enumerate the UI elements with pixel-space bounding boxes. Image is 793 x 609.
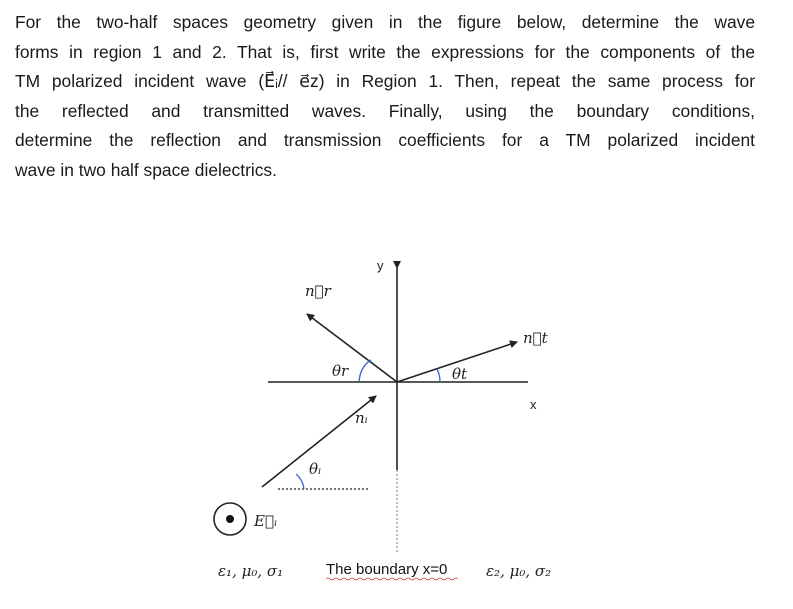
theta-r-label: θr — [332, 362, 349, 380]
theta-t-label: θt — [452, 365, 468, 383]
question-line-2: forms in region 1 and 2. That is, first write the expressions for the components of the — [15, 41, 755, 62]
question-line-1: For the two-half spaces geometry given in the figure below, determine the wave — [15, 12, 755, 32]
n-reflected-label: n⃗r — [305, 282, 331, 300]
question-line-4: the reflected and transmitted waves. Finally, using the boundary conditions, — [15, 100, 755, 121]
region2-params: ε₂, μ₀, σ₂ — [486, 562, 552, 580]
x-axis-label: x — [530, 397, 537, 412]
e-field-label: E⃗ᵢ — [254, 512, 277, 530]
reflected-ray — [307, 314, 397, 382]
region1-params: ε₁, μ₀, σ₁ — [218, 562, 284, 580]
y-axis-label: y — [377, 258, 384, 273]
n-transmitted-label: n⃗t — [523, 329, 548, 347]
boundary-label: The boundary x=0 — [326, 561, 448, 578]
e-field-dot-icon — [226, 515, 234, 523]
theta-r-arc — [359, 360, 371, 382]
theta-i-label: θᵢ — [309, 460, 322, 478]
theta-t-arc — [437, 369, 440, 382]
theta-i-arc — [296, 474, 304, 489]
n-incident-label: nᵢ — [355, 409, 368, 427]
question-line-6: wave in two half space dielectrics. — [15, 159, 277, 180]
question-line-3: TM polarized incident wave (E⃗ᵢ// e⃗z) in Region 1. Then, repeat the same process for — [15, 71, 755, 92]
question-line-5: determine the reflection and transmission coefficients for a TM polarized incident — [15, 130, 755, 151]
boundary-label-underline — [326, 578, 458, 580]
